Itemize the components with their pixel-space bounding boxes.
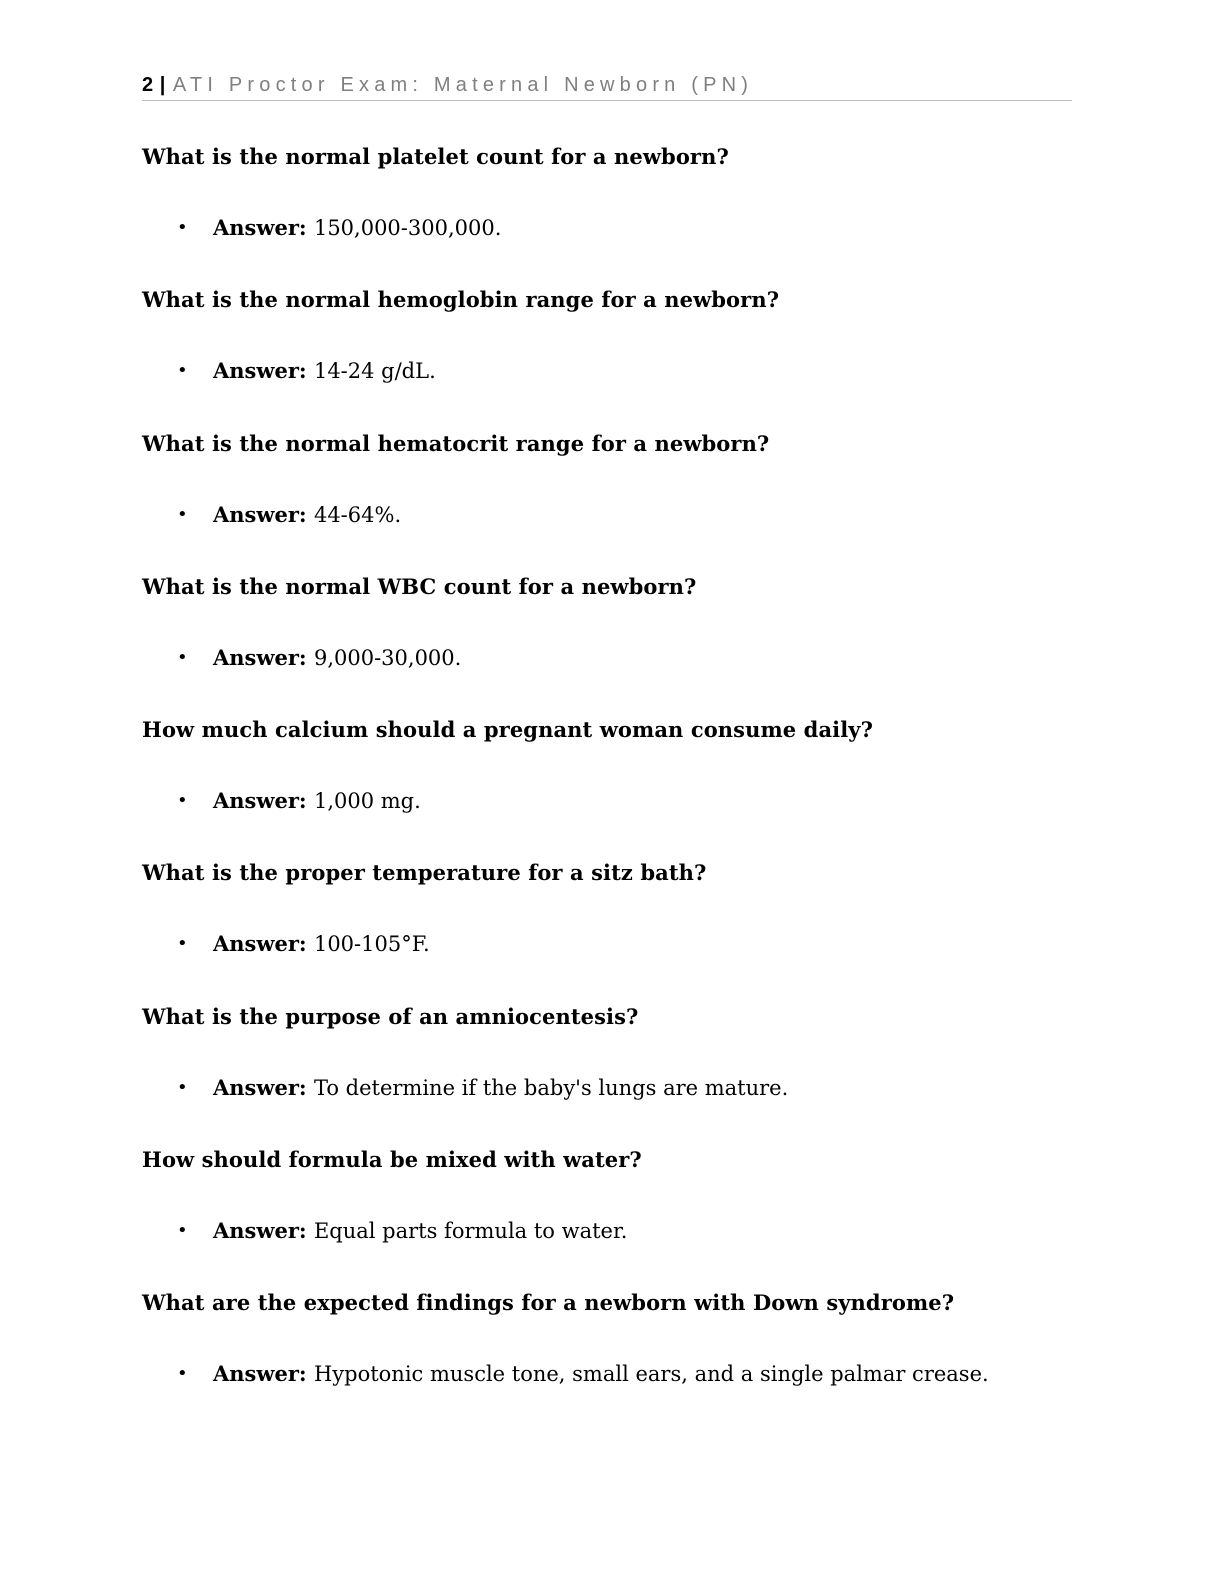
- qa-item: [142, 1287, 1082, 1430]
- answer-text: 100-105°F.: [313, 932, 430, 957]
- document-title: ATI Proctor Exam: Maternal Newborn (PN): [172, 74, 754, 96]
- question: What is the proper temperature for a sitz bath?: [142, 860, 707, 886]
- qa-item: [142, 1001, 1082, 1144]
- answer-text: 14-24 g/dL.: [313, 359, 436, 384]
- bullet-icon: •: [177, 790, 188, 812]
- question: How should formula be mixed with water?: [142, 1147, 642, 1173]
- question: What is the normal WBC count for a newborn?: [142, 573, 697, 599]
- answer-label: Answer:: [213, 1218, 314, 1244]
- answer-label: Answer:: [213, 358, 314, 384]
- qa-list: [142, 141, 1082, 1431]
- qa-item: [142, 857, 1082, 1000]
- qa-item: [142, 428, 1082, 571]
- answer: [142, 499, 1082, 531]
- answer-text: Equal parts formula to water.: [313, 1219, 628, 1244]
- answer-text: 9,000-30,000.: [313, 645, 462, 670]
- question: How much calcium should a pregnant woman consume daily?: [142, 717, 874, 743]
- qa-item: [142, 284, 1082, 427]
- question: What is the normal hemoglobin range for a newborn?: [142, 287, 780, 313]
- answer-label: Answer:: [213, 788, 314, 814]
- page-header: [142, 72, 1072, 101]
- answer: [142, 355, 1082, 387]
- qa-item: [142, 714, 1082, 857]
- bullet-icon: •: [177, 646, 188, 668]
- answer-text: 44-64%.: [313, 502, 402, 527]
- answer: [142, 1215, 1082, 1247]
- bullet-icon: •: [177, 1363, 188, 1385]
- bullet-icon: •: [177, 503, 188, 525]
- answer-label: Answer:: [213, 644, 314, 670]
- qa-item: [142, 1144, 1082, 1287]
- bullet-icon: •: [177, 1076, 188, 1098]
- answer: [142, 212, 1082, 244]
- answer: [142, 642, 1082, 674]
- answer-label: Answer:: [213, 1074, 314, 1100]
- answer-label: Answer:: [213, 931, 314, 957]
- question: What is the purpose of an amniocentesis?: [142, 1003, 639, 1029]
- page-number: 2: [142, 74, 154, 96]
- answer: [142, 1358, 1082, 1390]
- answer: [142, 785, 1082, 817]
- bullet-icon: •: [177, 217, 188, 238]
- bullet-icon: •: [177, 1220, 188, 1242]
- qa-item: [142, 141, 1082, 284]
- question: What is the normal platelet count for a newborn?: [142, 144, 729, 169]
- bullet-icon: •: [177, 933, 188, 955]
- answer-label: Answer:: [213, 501, 314, 527]
- answer-label: Answer:: [213, 215, 314, 240]
- answer-text: Hypotonic muscle tone, small ears, and a single palmar crease.: [313, 1362, 989, 1387]
- qa-item: [142, 571, 1082, 714]
- question: What are the expected findings for a newborn with Down syndrome?: [142, 1290, 955, 1316]
- answer-text: 150,000-300,000.: [313, 216, 502, 240]
- question: What is the normal hematocrit range for a newborn?: [142, 430, 770, 456]
- answer: [142, 928, 1082, 960]
- header-separator: |: [159, 74, 166, 96]
- bullet-icon: •: [177, 360, 188, 382]
- answer-text: To determine if the baby's lungs are mature.: [313, 1075, 789, 1100]
- answer: [142, 1072, 1082, 1104]
- answer-text: 1,000 mg.: [313, 789, 421, 814]
- answer-label: Answer:: [213, 1361, 314, 1387]
